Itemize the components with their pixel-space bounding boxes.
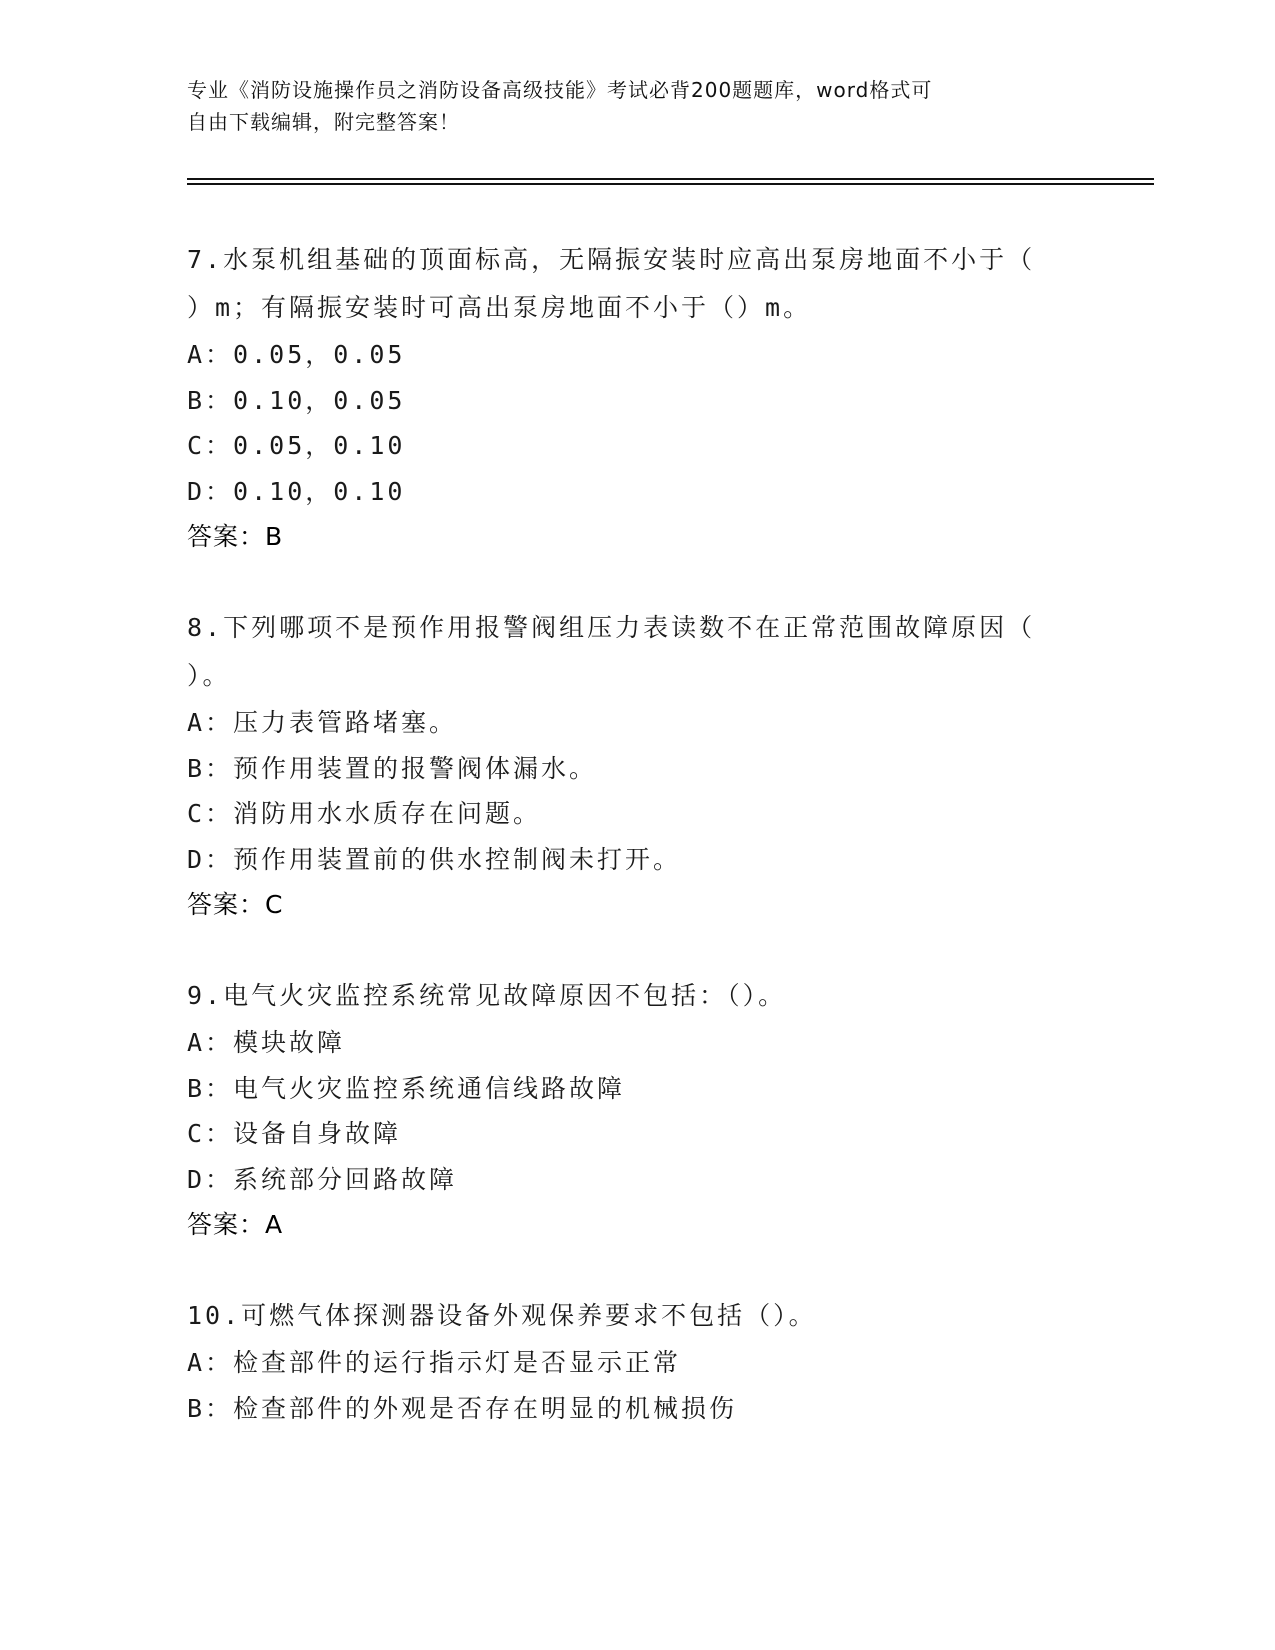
- question-10: [187, 1292, 1107, 1431]
- option-a: A：0.05，0.05: [187, 340, 406, 369]
- header-line-2: 自由下载编辑，附完整答案！: [187, 110, 460, 134]
- option-d: D：0.10，0.10: [187, 476, 406, 506]
- option-b: B：预作用装置的报警阀体漏水。: [187, 753, 598, 783]
- header-divider-bottom: [187, 183, 1154, 185]
- option-c: C：0.05，0.10: [187, 431, 406, 460]
- option-d: D：预作用装置前的供水控制阀未打开。: [187, 844, 682, 874]
- header-line-1: 专业《消防设施操作员之消防设备高级技能》考试必背200题题库，word格式可: [187, 78, 933, 102]
- answer: 答案：B: [187, 522, 284, 551]
- option-b: B：0.10，0.05: [187, 385, 406, 415]
- question-stem-line: 7.水泵机组基础的顶面标高，无隔振安装时应高出泵房地面不小于（: [187, 245, 1036, 274]
- option-a: A：检查部件的运行指示灯是否显示正常: [187, 1348, 682, 1377]
- option-d: D：系统部分回路故障: [187, 1164, 458, 1194]
- question-stem-line: ）m；有隔振安装时可高出泵房地面不小于（）m。: [187, 293, 812, 322]
- question-stem-line: 10.可燃气体探测器设备外观保养要求不包括（）。: [187, 1301, 817, 1330]
- question-stem-line: 8.下列哪项不是预作用报警阀组压力表读数不在正常范围故障原因（: [187, 613, 1036, 642]
- header-divider-top: [187, 178, 1154, 180]
- document-header: [187, 74, 1087, 138]
- option-b: B：检查部件的外观是否存在明显的机械损伤: [187, 1393, 738, 1423]
- question-8: [187, 604, 1107, 928]
- option-b: B：电气火灾监控系统通信线路故障: [187, 1073, 626, 1103]
- question-7: [187, 236, 1107, 560]
- option-c: C：设备自身故障: [187, 1119, 402, 1148]
- question-list: [187, 236, 1107, 1475]
- option-a: A：模块故障: [187, 1028, 346, 1057]
- option-c: C：消防用水水质存在问题。: [187, 799, 542, 828]
- question-stem-line: 9.电气火灾监控系统常见故障原因不包括：（）。: [187, 981, 787, 1010]
- answer: 答案：C: [187, 890, 284, 919]
- question-9: [187, 972, 1107, 1248]
- question-stem-line: ）。: [187, 661, 231, 690]
- option-a: A：压力表管路堵塞。: [187, 708, 458, 737]
- answer: 答案：A: [187, 1210, 284, 1239]
